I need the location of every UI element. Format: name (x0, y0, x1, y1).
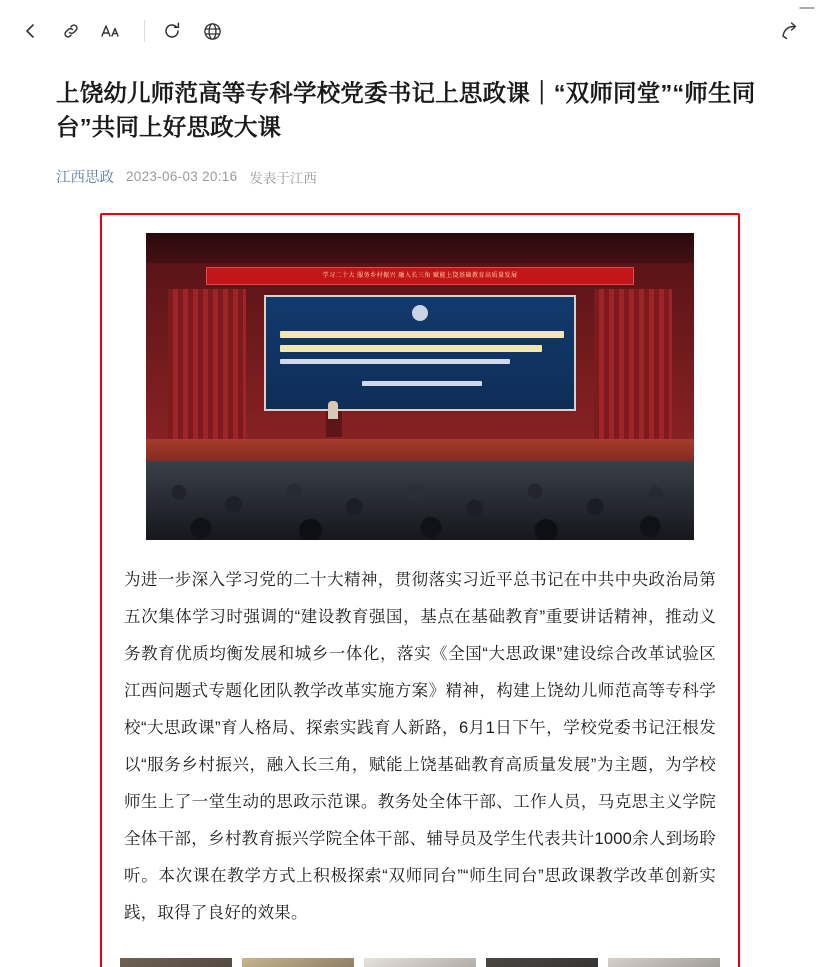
photo-4 (486, 958, 598, 967)
browser-toolbar (0, 0, 828, 62)
photo-3 (364, 958, 476, 967)
hero-curtain-left (168, 289, 246, 461)
hero-stage-screen (264, 295, 576, 411)
globe-icon[interactable] (195, 14, 229, 48)
hero-image-wrap (120, 233, 720, 540)
photo-1 (120, 958, 232, 967)
article-body: 为进一步深入学习党的二十大精神，贯彻落实习近平总书记在中共中央政治局第五次集体学习时强调的“建设教育强国，基点在基础教育”重要讲话精神，推动义务教育优质均衡发展和城乡一体化，落实《全国“大思政课”建设综合改革试验区江西问题式专题化团队教学改革实施方案》精神，构建上饶幼儿师范高等专科学校“大思政课”育人格局、探索实践育人新路，6月1日下午，学校党委书记汪根发以“服务乡村振兴，融入长三角，赋能上饶基础教育高质量发展”为主题，为学校师生上了一堂生动的思政示范课。教务处全体干部、工作人员，马克思主义学院全体干部，乡村教育振兴学院全体干部、辅导员及学生代表共计1000余人到场聆听。本次课在教学方式上积极探索“双师同台”“师生同台”思政课教学改革创新实践，取得了良好的效果。 (124, 571, 716, 922)
account-name[interactable]: 江西思政 (56, 170, 114, 186)
refresh-icon[interactable] (155, 14, 189, 48)
article (0, 76, 828, 967)
hero-ceiling (146, 233, 694, 263)
page-title: 上饶幼儿师范高等专科学校党委书记上思政课｜“双师同堂”“师生同台”共同上好思政大课 (56, 80, 756, 140)
hero-screen-line-3 (280, 359, 510, 364)
toolbar-divider (144, 20, 145, 42)
font-size-icon[interactable] (94, 14, 128, 48)
hero-curtain-right (594, 289, 672, 461)
hero-screen-line-1 (280, 331, 564, 338)
photo-strip (120, 958, 720, 967)
photo-5 (608, 958, 720, 967)
hero-banner-text: 学习二十大 服务乡村振兴 融入长三角 赋能上饶基础教育高质量发展 (206, 267, 634, 285)
hero-audience (146, 461, 694, 540)
link-icon[interactable] (54, 14, 88, 48)
article-content-card (100, 213, 740, 967)
hero-school-emblem (412, 305, 428, 321)
back-icon[interactable] (14, 14, 48, 48)
share-icon[interactable] (774, 14, 808, 48)
hero-screen-line-4 (362, 381, 482, 386)
photo-2 (242, 958, 354, 967)
minimize-button[interactable]: — (799, 0, 815, 16)
hero-speaker (328, 401, 338, 419)
publish-location: 发表于江西 (249, 170, 317, 186)
hero-image-auditorium (146, 233, 694, 540)
article-meta (56, 166, 772, 187)
hero-screen-line-2 (280, 345, 542, 352)
publish-date: 2023-06-03 20:16 (126, 169, 238, 184)
